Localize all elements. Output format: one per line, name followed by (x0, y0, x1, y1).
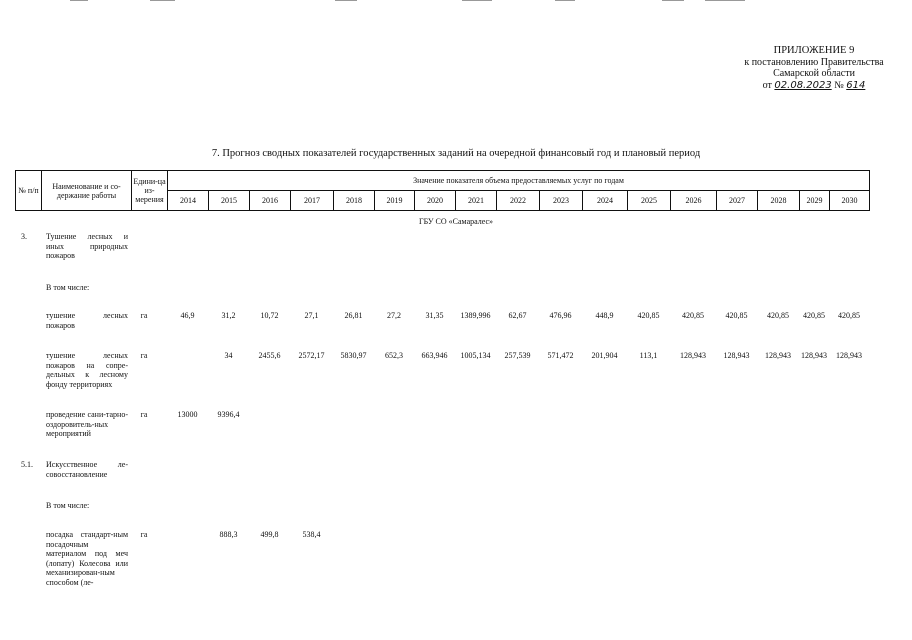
year-header: 2021 (456, 191, 497, 211)
value-cell: 113,1 (639, 351, 658, 360)
column-header-values: Значение показателя объема предоставляемых услуг по годам (168, 171, 870, 191)
year-header: 2027 (717, 191, 758, 211)
value-cell: 9396,4 (217, 410, 240, 419)
value-cell: 13000 (177, 410, 198, 419)
row-number: 5.1. (21, 460, 33, 469)
column-header-unit: Едини-ца из-мерения (132, 171, 168, 211)
year-header: 2025 (628, 191, 671, 211)
value-cell: 420,85 (725, 311, 748, 320)
value-cell: 2455,6 (258, 351, 281, 360)
row-unit: га (140, 351, 148, 360)
value-cell: 31,2 (221, 311, 236, 320)
value-cell: 31,35 (425, 311, 444, 320)
value-cell: 257,539 (504, 351, 531, 360)
value-cell: 476,96 (549, 311, 572, 320)
year-header: 2020 (415, 191, 456, 211)
value-cell: 128,943 (765, 351, 791, 360)
value-cell: 10,72 (260, 311, 279, 320)
handwritten-number: 614 (846, 79, 866, 91)
value-cell: 420,85 (838, 311, 860, 320)
value-cell: 538,4 (302, 530, 321, 539)
year-header: 2029 (800, 191, 830, 211)
row-unit: га (140, 311, 148, 320)
value-cell: 27,2 (387, 311, 401, 320)
value-cell: 128,943 (836, 351, 862, 360)
year-header: 2026 (671, 191, 717, 211)
value-cell: 128,943 (680, 351, 706, 360)
value-cell: 1389,996 (460, 311, 491, 320)
value-cell: 34 (224, 351, 233, 360)
year-header: 2024 (583, 191, 628, 211)
organization-label: ГБУ СО «Самаралес» (418, 217, 494, 226)
row-name: тушение лесных пожаров (46, 311, 128, 330)
year-header: 2018 (334, 191, 375, 211)
section-title: 7. Прогноз сводных показателей государственных заданий на очередной финансовый год и плановый период (211, 148, 701, 159)
value-cell: 128,943 (801, 351, 827, 360)
value-cell: 62,67 (508, 311, 527, 320)
value-cell: 27,1 (304, 311, 319, 320)
row-unit: га (140, 410, 148, 419)
value-cell: 499,8 (260, 530, 279, 539)
row-name: В том числе: (46, 501, 90, 510)
year-header: 2019 (375, 191, 415, 211)
year-header: 2014 (168, 191, 209, 211)
value-cell: 448,9 (595, 311, 614, 320)
value-cell: 420,85 (767, 311, 789, 320)
year-header: 2016 (250, 191, 291, 211)
value-cell: 420,85 (637, 311, 660, 320)
year-header: 2028 (758, 191, 800, 211)
row-name: Тушение лесных и иных природных пожаров (46, 232, 128, 260)
row-name: В том числе: (46, 283, 90, 292)
row-name: тушение лесных пожаров на сопре-дельных к лесному фонду территориях (46, 351, 128, 389)
value-cell: 420,85 (682, 311, 704, 320)
year-header: 2030 (830, 191, 870, 211)
appendix-header (734, 45, 894, 91)
row-number: 3. (21, 232, 27, 241)
row-name: Искусственное ле-совосстановление (46, 460, 128, 479)
appendix-title: ПРИЛОЖЕНИЕ 9 (773, 45, 855, 56)
year-header: 2017 (291, 191, 334, 211)
year-header: 2015 (209, 191, 250, 211)
row-unit: га (140, 530, 148, 539)
appendix-date-line (734, 80, 894, 92)
year-header: 2023 (540, 191, 583, 211)
value-cell: 46,9 (180, 311, 195, 320)
appendix-line-2: к постановлению Правительства (744, 56, 884, 68)
row-name: посадка стандарт-ным посадочным материалом под меч (лопату) Колесова или механизирован-ным способом (ле- (46, 530, 128, 587)
value-cell: 201,904 (591, 351, 618, 360)
appendix-line-3: Самарской области (773, 68, 855, 79)
column-header-number: № п/п (16, 171, 42, 211)
value-cell: 128,943 (723, 351, 750, 360)
from-label: от (762, 79, 772, 91)
value-cell: 5830,97 (340, 351, 367, 360)
value-cell: 888,3 (219, 530, 238, 539)
value-cell: 26,81 (344, 311, 363, 320)
handwritten-date: 02.08.2023 (774, 79, 832, 91)
value-cell: 420,85 (803, 311, 825, 320)
year-header: 2022 (497, 191, 540, 211)
value-cell: 571,472 (547, 351, 574, 360)
column-header-name: Наименование и со-держание работы (42, 171, 132, 211)
table-header (15, 170, 870, 211)
value-cell: 2572,17 (298, 351, 325, 360)
number-label: № (834, 79, 844, 91)
value-cell: 1005,134 (460, 351, 491, 360)
row-name: проведение сани-тарно-оздоровитель-ных мероприятий (46, 410, 128, 438)
value-cell: 652,3 (385, 351, 403, 360)
value-cell: 663,946 (421, 351, 448, 360)
